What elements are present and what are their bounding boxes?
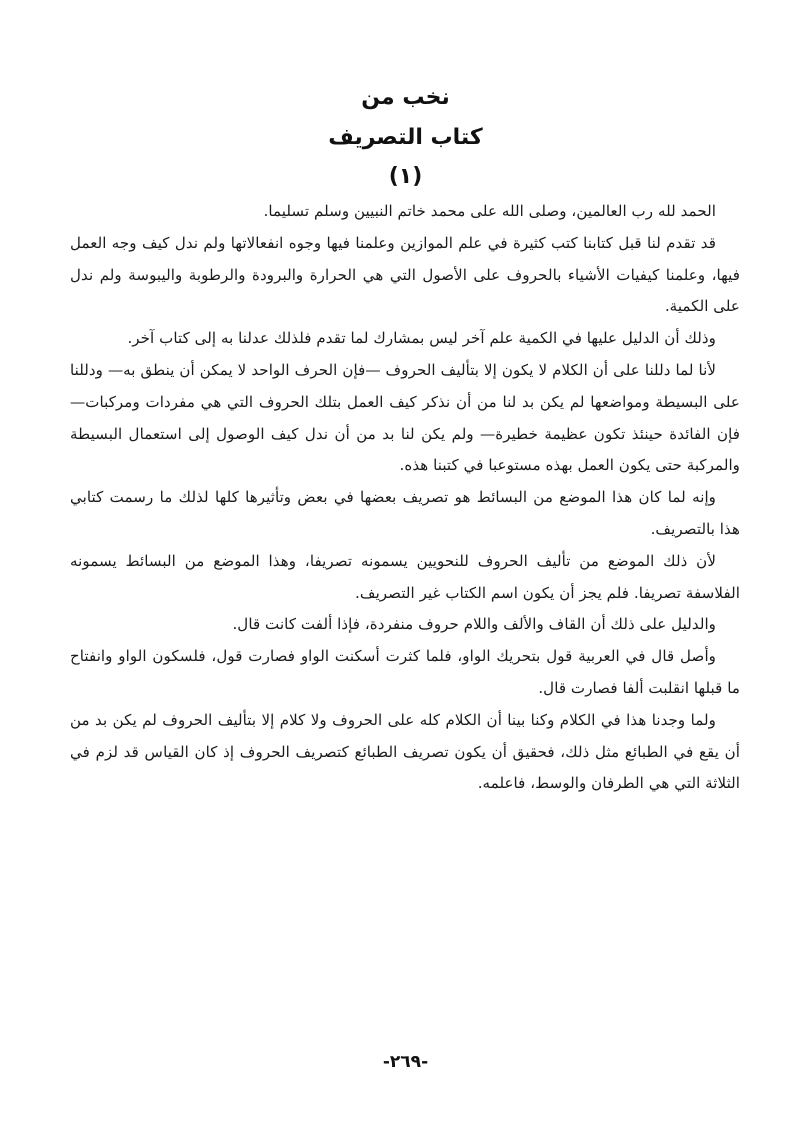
- paragraph-3: وذلك أن الدليل عليها في الكمية علم آخر ليس بمشارك لما تقدم فلذلك عدلنا به إلى كتاب آخر.: [127, 329, 716, 348]
- paragraph-9: ولما وجدنا هذا في الكلام وكنا بينا أن الكلام كله على الحروف ولا كلام إلا بتأليف الحروف لم يكن بد من أن يقع في الطبائع مثل ذلك، فحقيق أن يكون تصريف الطبائع كتصريف الحروف إذ كان القياس قد لزم في الثلاثة التي هي الطرفان والوسط، فاعلمه.: [70, 710, 740, 793]
- title-line-1: نخب من: [361, 85, 450, 110]
- paragraph-6: لأن ذلك الموضع من تأليف الحروف للنحويين يسمونه تصريفا، وهذا الموضع من البسائط يسمونه الفلاسفة تصريفا. فلم يجز أن يكون اسم الكتاب غير التصريف.: [70, 551, 740, 602]
- title-block: [0, 78, 811, 196]
- paragraph-4: لأنا لما دللنا على أن الكلام لا يكون إلا بتأليف الحروف —فإن الحرف الواحد لا يمكن أن ينطق به— ودللنا على البسيطة ومواضعها لم يكن بد لنا من أن نذكر كيف العمل بتلك الحروف التي هي مفردات ومركبات— فإن الفائدة حينئذ تكون عظيمة خطيرة— ولم يكن لنا بد من أن ندل كيف الوصول إلى استعمال البسيطة والمركبة حتى يكون العمل بهذه مستوعبا في كتبنا هذه.: [70, 360, 740, 475]
- paragraph-8: وأصل قال في العربية قول بتحريك الواو، فلما كثرت أسكنت الواو فصارت قول، فلسكون الواو وانفتاح ما قبلها انقلبت ألفا فصارت قال.: [70, 647, 740, 697]
- book-title: كتاب التصريف: [328, 125, 483, 150]
- paragraph-2: قد تقدم لنا قبل كتابنا كتب كثيرة في علم الموازين وعلمنا فيها وجوه انفعالاتها ولم ندل كيف وجه العمل فيها، وعلمنا كيفيات الأشياء بالحروف على الأصول التي هي الحرارة والبرودة والرطوبة واليبوسة ولم ندل على الكمية.: [70, 233, 740, 316]
- paragraph-7: والدليل على ذلك أن القاف والألف واللام حروف منفردة، فإذا ألفت كانت قال.: [232, 615, 716, 634]
- section-number: (١): [388, 164, 423, 189]
- page-number: -٢٦٩-: [382, 1052, 429, 1072]
- paragraph-1: الحمد لله رب العالمين، وصلى الله على محمد خاتم النبيين وسلم تسليما.: [263, 202, 716, 220]
- paragraph-5: وإنه لما كان هذا الموضع من البسائط هو تصريف بعضها في بعض وتأثيرها كلها لذلك ما رسمت كتابي هذا بالتصريف.: [70, 488, 740, 538]
- body-text: [70, 196, 740, 800]
